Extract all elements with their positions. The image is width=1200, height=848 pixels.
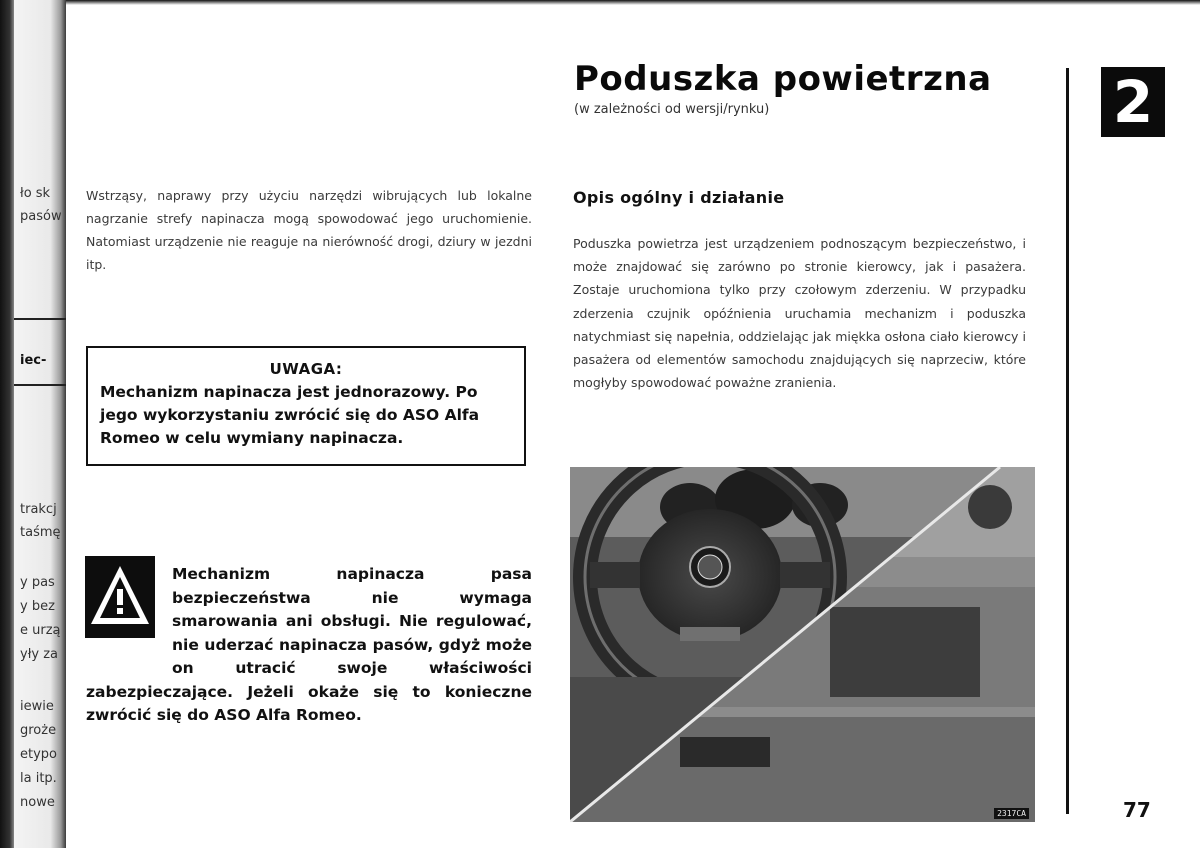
section-heading: Opis ogólny i działanie — [573, 188, 785, 207]
warning-title: UWAGA: — [269, 360, 343, 378]
warning-box — [86, 346, 526, 466]
margin-vertical-rule — [1066, 68, 1069, 814]
page-number: 77 — [1123, 798, 1151, 822]
previous-page-fragment: yły za — [20, 647, 59, 662]
previous-page-fragment: nowe — [20, 795, 55, 810]
previous-page-fragment: y bez — [20, 599, 55, 614]
previous-page-fragment: etypo — [20, 747, 57, 762]
page-title: Poduszka powietrzna — [574, 59, 992, 99]
caution-text: Mechanizm napinacza pasa bezpieczeństwa nie wymaga smarowania ani obsługi. Nie regulować, nie uderzać napinacza pasów, gdyż może on utracić swoje właściwości zabezpieczające. Jeżeli okaże się to konieczne zwrócić się do ASO Alfa Romeo. — [86, 565, 532, 724]
previous-page-fragment: trakcj — [20, 502, 57, 517]
airbag-photo — [570, 467, 1035, 822]
previous-page-fragment: la itp. — [20, 771, 57, 786]
chapter-marker — [1101, 67, 1165, 137]
left-paragraph: Wstrząsy, naprawy przy użyciu narzędzi wibrujących lub lokalne nagrzanie strefy napinacza mogą spowodować jego uruchomienie. Natomiast urządzenie nie reaguje na nierówność drogi, dziury w jezdni itp. — [86, 188, 532, 272]
right-paragraph: Poduszka powietrza jest urządzeniem podnoszącym bezpieczeństwo, i może znajdować się zarówno po stronie kierowcy, jak i pasażera. Zostaje uruchomiona tylko przy czołowym zderzeniu. W przypadku zderzenia czujnik opóźnienia uruchamia mechanizm i poduszka natychmiast się napełnia, oddzielając jak miękka osłona ciało kierowcy i pasażera od elementów samochodu znajdujących się naprzeciw, które mogłyby spowodować poważne zranienia. — [573, 236, 1026, 391]
dashboard-illustration — [570, 467, 1035, 822]
previous-page-fragment: e urzą — [20, 623, 61, 638]
warning-triangle-icon — [85, 556, 155, 638]
previous-page-fragment: ło sk — [20, 186, 51, 201]
page-subtitle: (w zależności od wersji/rynku) — [574, 102, 770, 117]
previous-page-edge — [14, 0, 66, 848]
chapter-number: 2 — [1112, 68, 1154, 136]
previous-page-fragment: iec- — [20, 353, 47, 368]
previous-page-fragment: groże — [20, 723, 57, 738]
photo-code: 2317CA — [994, 808, 1029, 819]
previous-page-rule — [14, 384, 66, 386]
page-top-shadow — [66, 0, 1200, 5]
previous-page-fragment: pasów — [20, 209, 62, 224]
previous-page-fragment: taśmę — [20, 525, 61, 540]
page-binding — [0, 0, 14, 848]
previous-page-rule — [14, 318, 66, 320]
previous-page-fragment: iewie — [20, 699, 54, 714]
warning-text: Mechanizm napinacza jest jednorazowy. Po jego wykorzystaniu zwrócić się do ASO Alfa Romeo w celu wymiany napinacza. — [100, 383, 480, 447]
previous-page-fragment: y pas — [20, 575, 55, 590]
